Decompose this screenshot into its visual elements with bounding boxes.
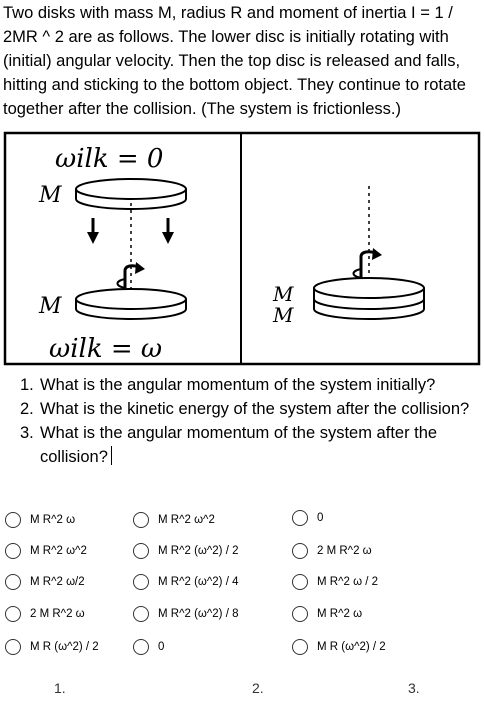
radio-button[interactable]	[133, 574, 149, 590]
q2-option-1[interactable]: M R^2 ω^2	[133, 510, 215, 530]
radio-button[interactable]	[133, 639, 149, 655]
radio-button[interactable]	[5, 512, 21, 528]
q2-option-4[interactable]: M R^2 (ω^2) / 8	[133, 604, 238, 624]
radio-button[interactable]	[292, 543, 308, 559]
initial-omega-top-label: 𝜔ilk = 0	[55, 144, 164, 174]
column-label-3: 3.	[408, 680, 420, 696]
q3-option-1[interactable]: 0	[292, 508, 323, 528]
falling-arrow-right	[162, 218, 174, 244]
q1-option-1[interactable]: M R^2 ω	[5, 510, 75, 530]
q2-option-2[interactable]: M R^2 (ω^2) / 2	[133, 541, 238, 561]
initial-omega-bottom-label: 𝜔ilk = 𝜔	[49, 334, 163, 364]
problem-statement: Two disks with mass M, radius R and moment of inertia I = 1 / 2MR ^ 2 are as follows. The lower disc is initially rotating with (initial) angular velocity. Then the top disc is released and falls, hitting and sticking to the bottom object. They continue to rotate together after the collision. (The system is frictionless.)	[3, 4, 466, 118]
radio-button[interactable]	[5, 543, 21, 559]
bottom-disk	[76, 289, 186, 319]
radio-button[interactable]	[292, 639, 308, 655]
question-list	[0, 373, 484, 469]
radio-button[interactable]	[133, 543, 149, 559]
text-cursor	[111, 446, 112, 465]
q2-option-5[interactable]: 0	[133, 637, 164, 657]
q3-option-3[interactable]: M R^2 ω / 2	[292, 572, 378, 592]
radio-button[interactable]	[5, 639, 21, 655]
q2-option-3[interactable]: M R^2 (ω^2) / 4	[133, 572, 238, 592]
q1-option-3[interactable]: M R^2 ω/2	[5, 572, 85, 592]
q1-option-4[interactable]: 2 M R^2 ω	[5, 604, 85, 624]
q1-option-2[interactable]: M R^2 ω^2	[5, 541, 87, 561]
question-3: 3. What is the angular momentum of the system after the collision?	[20, 424, 438, 466]
stacked-disks	[314, 278, 424, 319]
column-label-2: 2.	[252, 680, 264, 696]
radio-button[interactable]	[133, 606, 149, 622]
radio-button[interactable]	[292, 606, 308, 622]
mass-label-bottom-disk: M	[39, 294, 62, 319]
radio-button[interactable]	[5, 606, 21, 622]
radio-button[interactable]	[292, 574, 308, 590]
q1-option-5[interactable]: M R (ω^2) / 2	[5, 637, 99, 657]
mass-label-stack-bottom: M	[273, 303, 294, 327]
q3-option-4[interactable]: M R^2 ω	[292, 604, 362, 624]
mass-label-top-disk: M	[39, 183, 62, 208]
mass-label-stack-top: M	[273, 282, 294, 306]
question-2: 2. What is the kinetic energy of the system after the collision?	[20, 400, 470, 418]
q3-option-5[interactable]: M R (ω^2) / 2	[292, 637, 386, 657]
q3-option-2[interactable]: 2 M R^2 ω	[292, 541, 372, 561]
radio-button[interactable]	[5, 574, 21, 590]
radio-button[interactable]	[292, 510, 308, 526]
falling-arrow-left	[87, 218, 99, 244]
column-label-1: 1.	[54, 680, 66, 696]
radio-button[interactable]	[133, 512, 149, 528]
physics-figure	[3, 131, 481, 366]
question-1: 1. What is the angular momentum of the system initially?	[20, 376, 436, 394]
rotation-arrow-right	[354, 248, 383, 278]
